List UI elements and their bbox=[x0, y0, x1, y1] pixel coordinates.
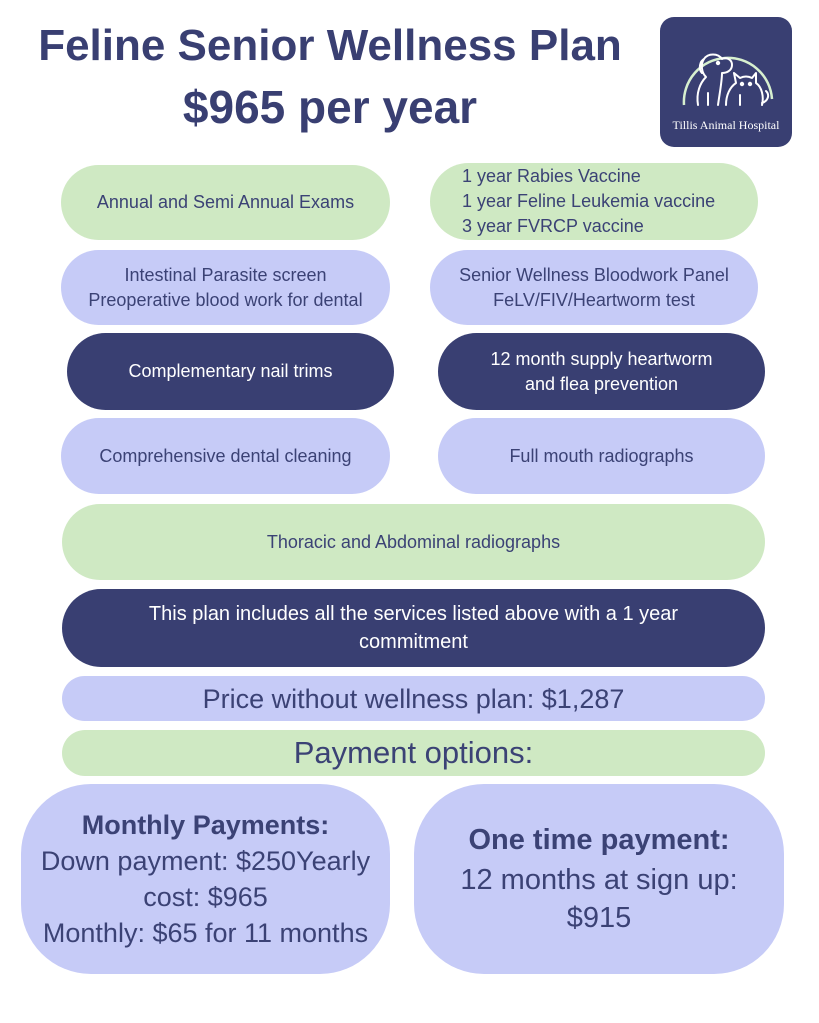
service-exams bbox=[61, 165, 390, 240]
prevention-line-2: and flea prevention bbox=[524, 373, 679, 394]
one-time-line-1: 12 months at sign up: bbox=[460, 864, 738, 896]
vaccine-rabies: 1 year Rabies Vaccine bbox=[462, 166, 641, 186]
vaccine-fvrcp: 3 year FVRCP vaccine bbox=[462, 216, 644, 236]
monthly-line-3: Monthly: $65 for 11 months bbox=[42, 918, 369, 948]
vaccine-leukemia: 1 year Feline Leukemia vaccine bbox=[462, 191, 716, 211]
plan-note-line-2: commitment bbox=[359, 631, 468, 653]
dog-and-cat-icon bbox=[660, 17, 792, 127]
bloodwork-panel-label: Senior Wellness Bloodwork Panel bbox=[459, 264, 729, 285]
logo-text: Tillis Animal Hospital bbox=[672, 118, 780, 132]
parasite-screen-label: Intestinal Parasite screen bbox=[124, 264, 327, 285]
one-time-line-2: $915 bbox=[566, 902, 632, 934]
monthly-payment-option bbox=[21, 784, 390, 974]
dental-cleaning-label: Comprehensive dental cleaning bbox=[99, 445, 352, 466]
page-subtitle: $965 per year bbox=[182, 81, 478, 133]
service-dental-cleaning bbox=[61, 418, 390, 494]
service-body-radiographs bbox=[62, 504, 765, 580]
monthly-line-1: Down payment: $250Yearly bbox=[40, 846, 371, 876]
service-exams-label: Annual and Semi Annual Exams bbox=[96, 192, 355, 212]
service-nail-trims bbox=[67, 333, 394, 410]
page-title: Feline Senior Wellness Plan bbox=[38, 21, 622, 70]
monthly-line-2: cost: $965 bbox=[143, 882, 268, 912]
service-mouth-radiographs bbox=[438, 418, 765, 494]
one-time-heading: One time payment: bbox=[468, 824, 730, 856]
payment-options-heading bbox=[62, 730, 765, 776]
service-prevention bbox=[438, 333, 765, 410]
preop-bloodwork-label: Preoperative blood work for dental bbox=[88, 289, 363, 310]
prevention-line-1: 12 month supply heartworm bbox=[490, 348, 713, 369]
mouth-radiographs-label: Full mouth radiographs bbox=[509, 445, 694, 466]
service-vaccines bbox=[430, 163, 758, 240]
price-without-plan bbox=[62, 676, 765, 721]
felv-fiv-test-label: FeLV/FIV/Heartworm test bbox=[493, 289, 695, 310]
one-time-payment-option bbox=[414, 784, 784, 974]
payment-options-label: Payment options: bbox=[293, 735, 534, 770]
service-parasite bbox=[61, 250, 390, 325]
nail-trims-label: Complementary nail trims bbox=[128, 361, 333, 381]
price-without-plan-label: Price without wellness plan: $1,287 bbox=[202, 683, 625, 714]
hospital-logo bbox=[660, 17, 792, 147]
plan-commitment-note bbox=[62, 589, 765, 667]
monthly-heading: Monthly Payments: bbox=[81, 810, 330, 840]
service-bloodwork bbox=[430, 250, 758, 325]
body-radiographs-label: Thoracic and Abdominal radiographs bbox=[266, 531, 561, 552]
plan-note-line-1: This plan includes all the services listed above with a 1 year bbox=[148, 603, 679, 625]
